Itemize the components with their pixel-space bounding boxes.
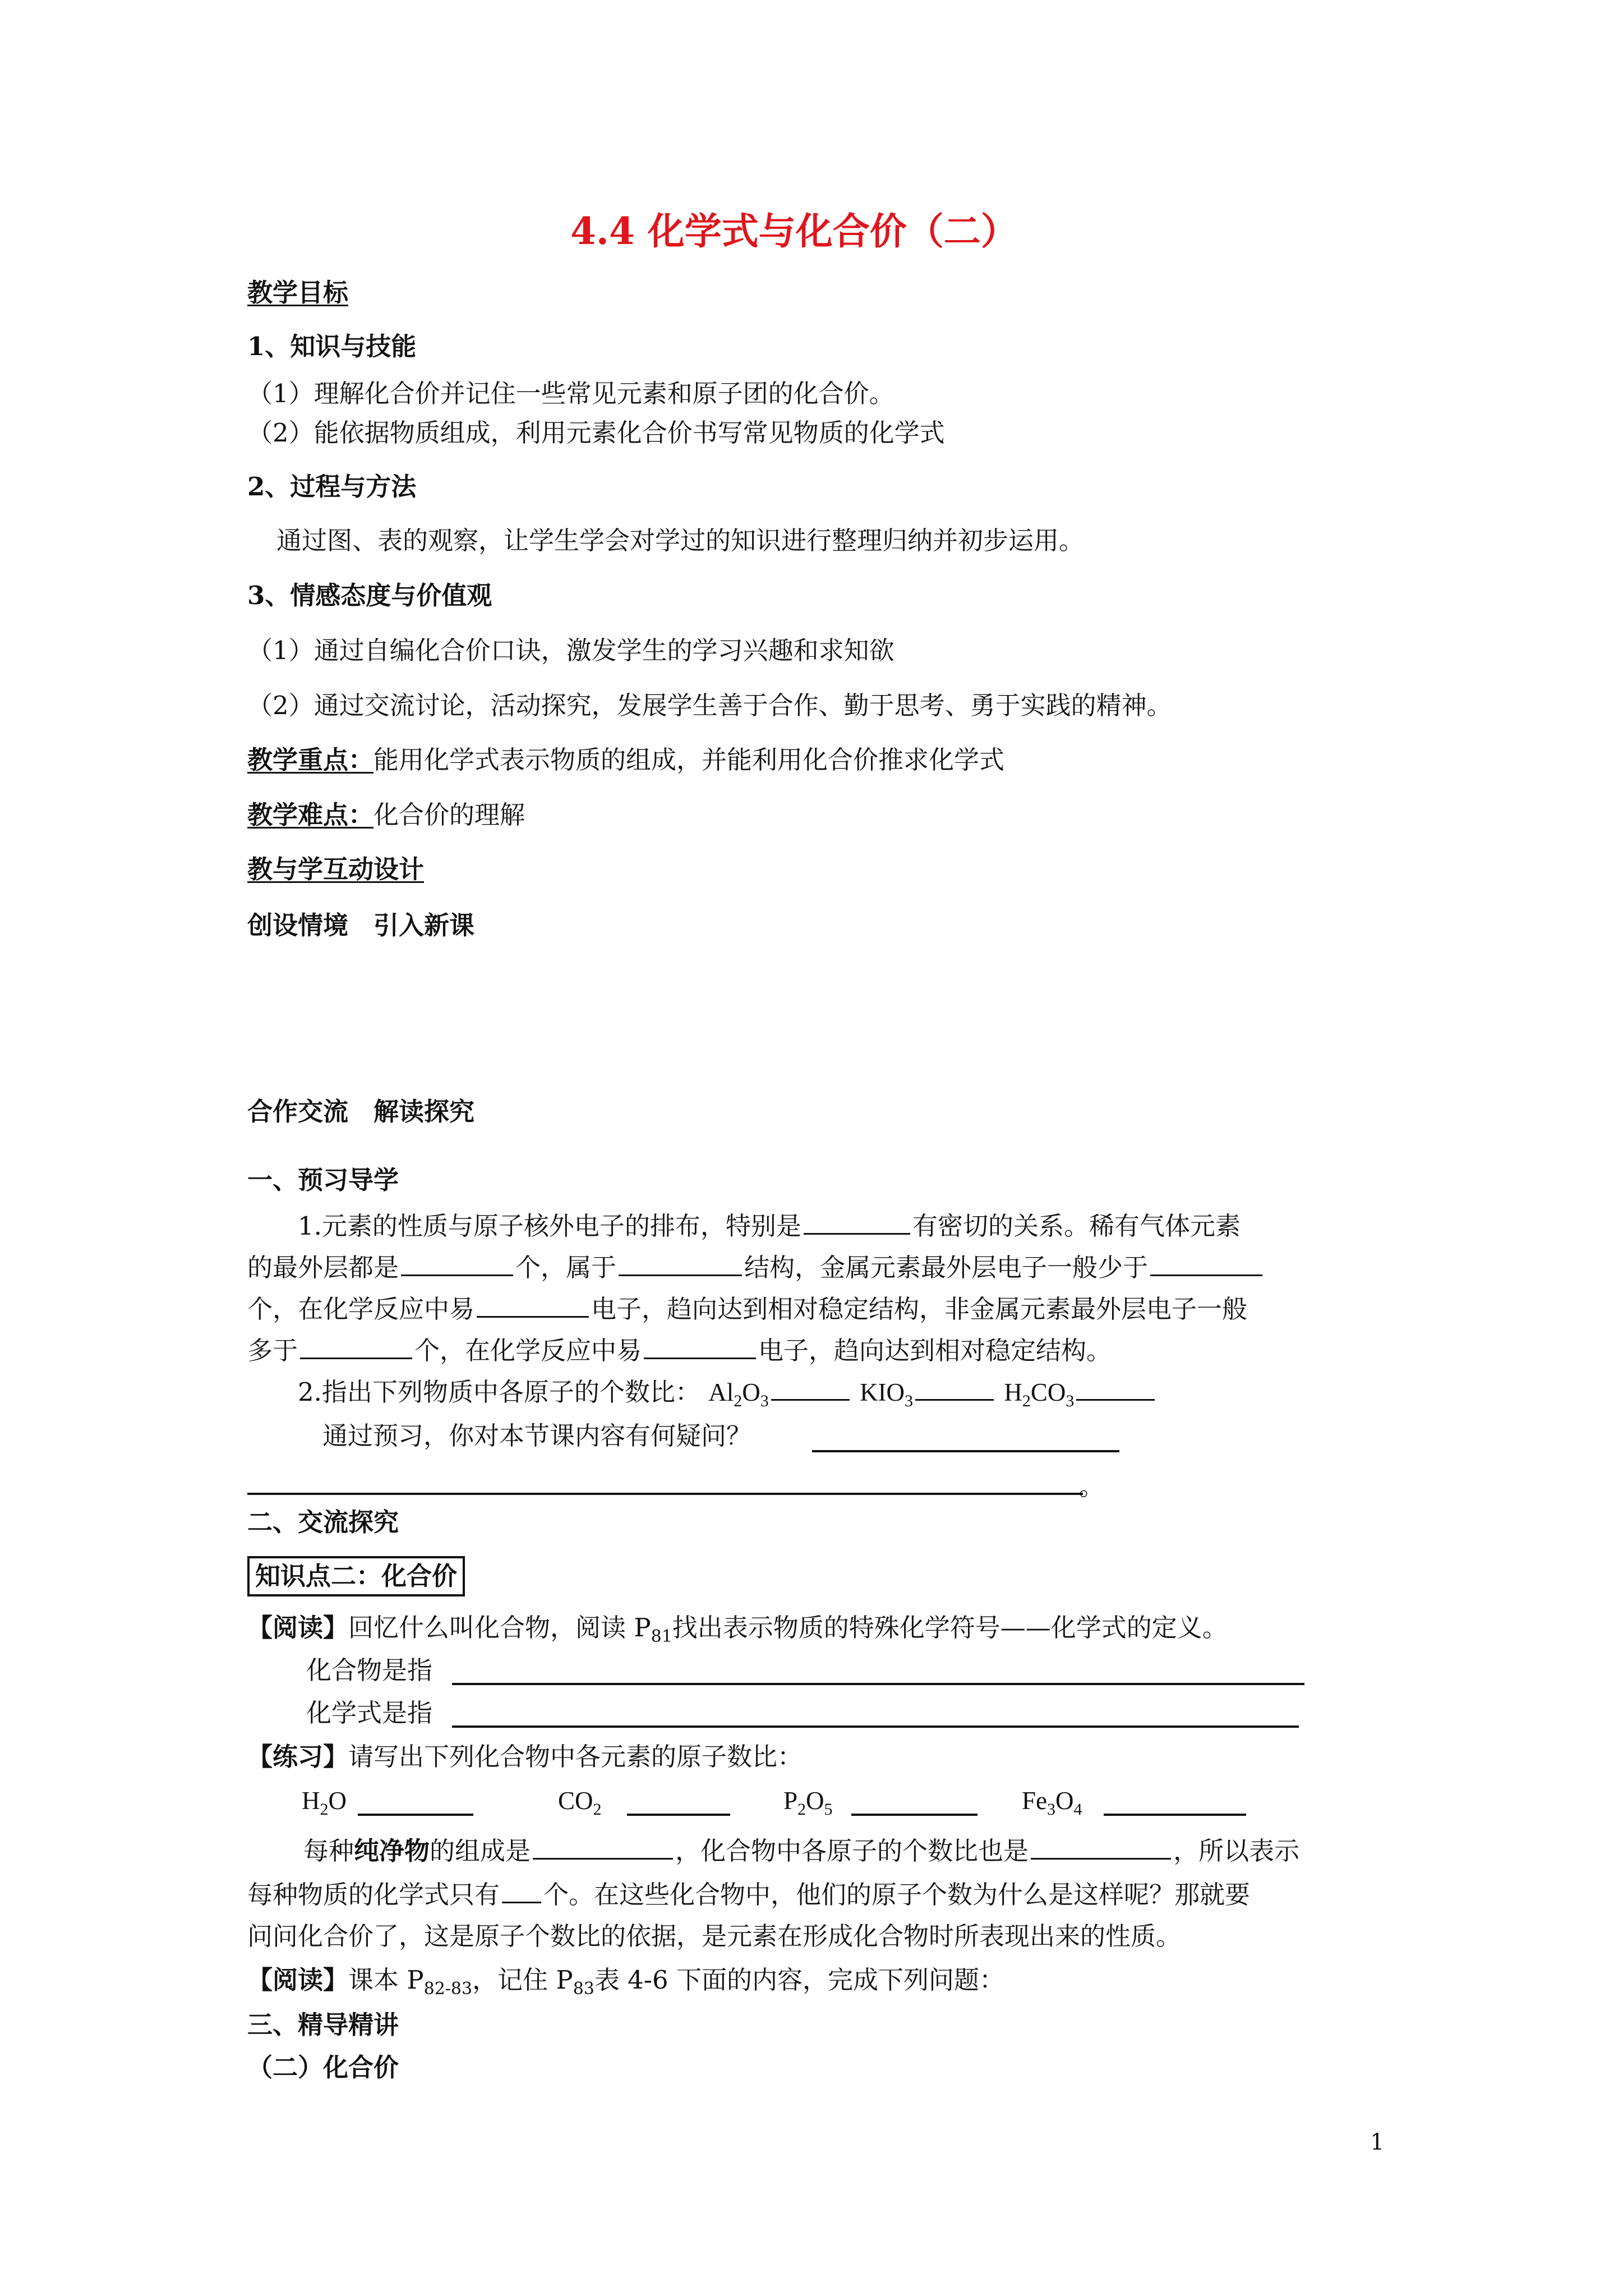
answer-blank[interactable] bbox=[804, 1207, 910, 1235]
formula-h2co3: $H_2CO_3$ bbox=[1004, 1378, 1075, 1410]
knowledge-skills-heading: 1、知识与技能 bbox=[247, 332, 417, 361]
formula-co2: $CO_2$ bbox=[558, 1787, 602, 1819]
paragraph-line-1: 每种纯净物的组成是 ，化合物中各原子的个数比也是 ，所以表示 bbox=[303, 1832, 1299, 1868]
answer-blank[interactable] bbox=[619, 1249, 742, 1276]
read-1: 【阅读】回忆什么叫化合物，阅读 $P_{81}$找出表示物质的特殊化学符号——化学式的定义。 bbox=[247, 1613, 1228, 1646]
difficulty-text: 化合价的理解 bbox=[374, 800, 525, 830]
question-answer-line-2[interactable] bbox=[247, 1493, 1083, 1495]
answer-blank[interactable] bbox=[502, 1876, 541, 1903]
formula-h2o: $H_2O$ bbox=[302, 1787, 347, 1819]
key-point-text: 能用化学式表示物质的组成，并能利用化合价推求化学式 bbox=[374, 745, 1005, 775]
attitude-item-2: （2）通过交流讨论，活动探究，发展学生善于合作、勤于思考、勇于实践的精神。 bbox=[247, 691, 1172, 720]
preview-line-5: 2.指出下列物质中各原子的个数比： $Al_2O_3$ $KIO_3$ $H_2CO_3$ bbox=[298, 1373, 1157, 1409]
answer-blank[interactable] bbox=[1076, 1373, 1155, 1401]
compound-definition-label: 化合物是指 bbox=[306, 1655, 433, 1685]
formula-kio3: $KIO_3$ bbox=[860, 1378, 914, 1410]
page-title: 4.4 化学式与化合价（二） bbox=[570, 209, 1018, 253]
preview-line-4: 多于 个，在化学反应中易 电子，趋向达到相对稳定结构。 bbox=[247, 1332, 1112, 1368]
formula-al2o3: $Al_2O_3$ bbox=[708, 1378, 769, 1410]
knowledge-item-1: （1）理解化合价并记住一些常见元素和原子团的化合价。 bbox=[247, 379, 895, 408]
formula-definition-label: 化学式是指 bbox=[306, 1698, 433, 1728]
preview-heading: 一、预习导学 bbox=[247, 1165, 399, 1195]
lecture-heading: 三、精导精讲 bbox=[247, 2010, 399, 2040]
answer-blank[interactable] bbox=[771, 1373, 850, 1401]
answer-blank[interactable] bbox=[915, 1373, 994, 1401]
key-point-label: 教学重点： bbox=[247, 745, 374, 775]
answer-line-h2o[interactable] bbox=[358, 1814, 473, 1816]
answer-line-p2o5[interactable] bbox=[851, 1814, 978, 1816]
knowledge-point-box: 知识点二：化合价 bbox=[247, 1556, 465, 1596]
pure-substance-term: 纯净物 bbox=[354, 1836, 430, 1866]
compound-definition-line[interactable] bbox=[452, 1683, 1304, 1685]
answer-blank[interactable] bbox=[1150, 1249, 1262, 1276]
difficulty-label: 教学难点： bbox=[247, 800, 374, 830]
question-end-mark: 。 bbox=[1079, 1471, 1105, 1501]
formula-p2o5: $P_2O_5$ bbox=[783, 1787, 833, 1819]
preview-question: 通过预习，你对本节课内容有何疑问？ bbox=[322, 1421, 752, 1451]
preview-line-2: 的最外层都是 个，属于 结构，金属元素最外层电子一般少于 bbox=[247, 1249, 1265, 1285]
formula-definition-line[interactable] bbox=[452, 1726, 1299, 1728]
intro-heading: 创设情境 引入新课 bbox=[247, 910, 475, 940]
answer-blank[interactable] bbox=[1031, 1832, 1171, 1860]
preview-line-3: 个，在化学反应中易 电子，趋向达到相对稳定结构，非金属元素最外层电子一般 bbox=[247, 1290, 1247, 1326]
paragraph-line-2: 每种物质的化学式只有 个。在这些化合物中，他们的原子个数为什么是这样呢？那就要 bbox=[247, 1876, 1250, 1912]
attitude-item-1: （1）通过自编化合价口诀，激发学生的学习兴趣和求知欲 bbox=[247, 636, 895, 665]
paragraph-line-3: 问问化合价了，这是原子个数比的依据，是元素在形成化合物时所表现出来的性质。 bbox=[247, 1921, 1182, 1951]
answer-blank[interactable] bbox=[401, 1249, 513, 1276]
formula-fe3o4: $Fe_3O_4$ bbox=[1022, 1787, 1082, 1819]
preview-line-1: 1.元素的性质与原子核外电子的排布，特别是 有密切的关系。稀有气体元素 bbox=[298, 1207, 1241, 1243]
explore-heading: 合作交流 解读探究 bbox=[247, 1097, 475, 1126]
practice: 【练习】请写出下列化合物中各元素的原子数比： bbox=[247, 1742, 803, 1772]
question-answer-line[interactable] bbox=[812, 1450, 1119, 1452]
answer-line-fe3o4[interactable] bbox=[1104, 1814, 1246, 1816]
process-item-1: 通过图、表的观察，让学生学会对学过的知识进行整理归纳并初步运用。 bbox=[276, 526, 1085, 555]
answer-blank[interactable] bbox=[644, 1332, 756, 1359]
page-number: 1 bbox=[1370, 2129, 1385, 2155]
answer-blank[interactable] bbox=[300, 1332, 412, 1359]
exchange-heading: 二、交流探究 bbox=[247, 1507, 399, 1537]
answer-blank[interactable] bbox=[533, 1832, 673, 1860]
interaction-design-heading: 教与学互动设计 bbox=[247, 854, 425, 884]
read-2: 【阅读】课本 $P_{82-83}$，记住 $P_{83}$表 4-6 下面的内容，完成下列问题： bbox=[247, 1965, 1004, 1999]
process-method-heading: 2、过程与方法 bbox=[247, 472, 417, 501]
answer-blank[interactable] bbox=[477, 1290, 589, 1318]
valence-heading: （二）化合价 bbox=[247, 2053, 399, 2082]
attitude-values-heading: 3、情感态度与价值观 bbox=[247, 581, 492, 610]
answer-line-co2[interactable] bbox=[627, 1814, 730, 1816]
knowledge-item-2: （2）能依据物质组成，利用元素化合价书写常见物质的化学式 bbox=[247, 418, 945, 448]
key-point bbox=[247, 743, 1004, 777]
difficulty bbox=[247, 798, 525, 832]
teaching-goals-heading: 教学目标 bbox=[247, 278, 349, 307]
